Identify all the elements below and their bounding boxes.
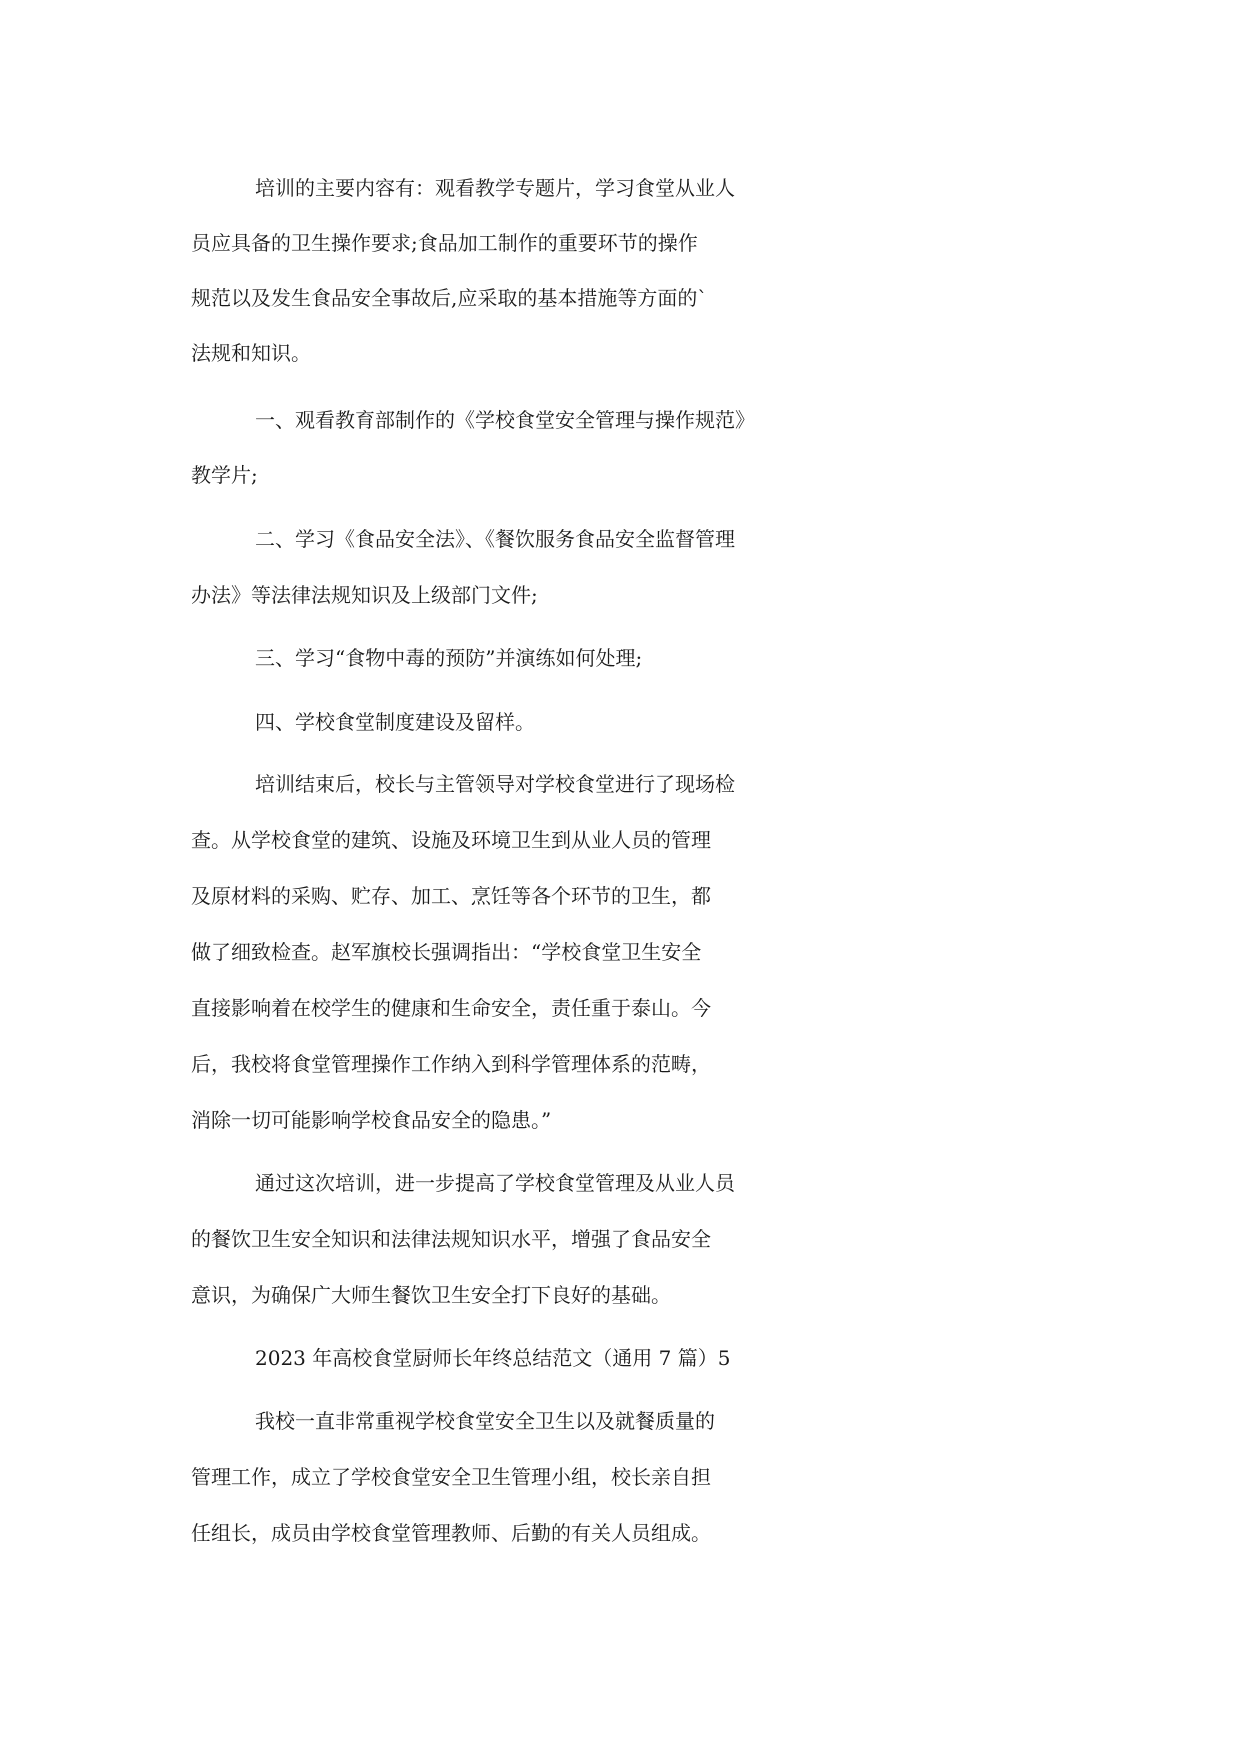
text-line-10: 四、学校食堂制度建设及留样。: [255, 710, 535, 734]
section-heading: 2023 年高校食堂厨师长年终总结范文（通用 7 篇）5: [255, 1346, 731, 1370]
text-line-7: 二、学习《食品安全法》、《餐饮服务食品安全监督管理: [255, 527, 735, 551]
text-line-11: 培训结束后，校长与主管领导对学校食堂进行了现场检: [255, 772, 735, 796]
text-line-1: 培训的主要内容有：观看教学专题片，学习食堂从业人: [255, 176, 735, 200]
text-line-13: 及原材料的采购、贮存、加工、烹饪等各个环节的卫生，都: [191, 884, 711, 908]
text-line-18: 通过这次培训，进一步提高了学校食堂管理及从业人员: [255, 1171, 735, 1195]
text-line-22: 我校一直非常重视学校食堂安全卫生以及就餐质量的: [255, 1409, 715, 1433]
text-line-3: 规范以及发生食品安全事故后,应采取的基本措施等方面的`: [191, 286, 708, 310]
text-line-23: 管理工作，成立了学校食堂安全卫生管理小组，校长亲自担: [191, 1465, 711, 1489]
text-line-19: 的餐饮卫生安全知识和法律法规知识水平，增强了食品安全: [191, 1227, 711, 1251]
text-line-20: 意识，为确保广大师生餐饮卫生安全打下良好的基础。: [191, 1283, 671, 1307]
text-line-24: 任组长，成员由学校食堂管理教师、后勤的有关人员组成。: [191, 1521, 711, 1545]
text-line-6: 教学片;: [191, 463, 258, 487]
text-line-12: 查。从学校食堂的建筑、设施及环境卫生到从业人员的管理: [191, 828, 711, 852]
text-line-5: 一、观看教育部制作的《学校食堂安全管理与操作规范》: [255, 408, 755, 432]
text-line-8: 办法》等法律法规知识及上级部门文件;: [191, 583, 538, 607]
text-line-9: 三、学习“食物中毒的预防”并演练如何处理;: [255, 646, 643, 670]
text-line-17: 消除一切可能影响学校食品安全的隐患。”: [191, 1108, 552, 1132]
text-line-2: 员应具备的卫生操作要求;食品加工制作的重要环节的操作: [191, 231, 698, 255]
text-line-16: 后，我校将食堂管理操作工作纳入到科学管理体系的范畴，: [191, 1052, 711, 1076]
text-line-14: 做了细致检查。赵军旗校长强调指出：“学校食堂卫生安全: [191, 940, 702, 964]
text-line-4: 法规和知识。: [191, 341, 311, 365]
text-line-15: 直接影响着在校学生的健康和生命安全，责任重于泰山。今: [191, 996, 711, 1020]
